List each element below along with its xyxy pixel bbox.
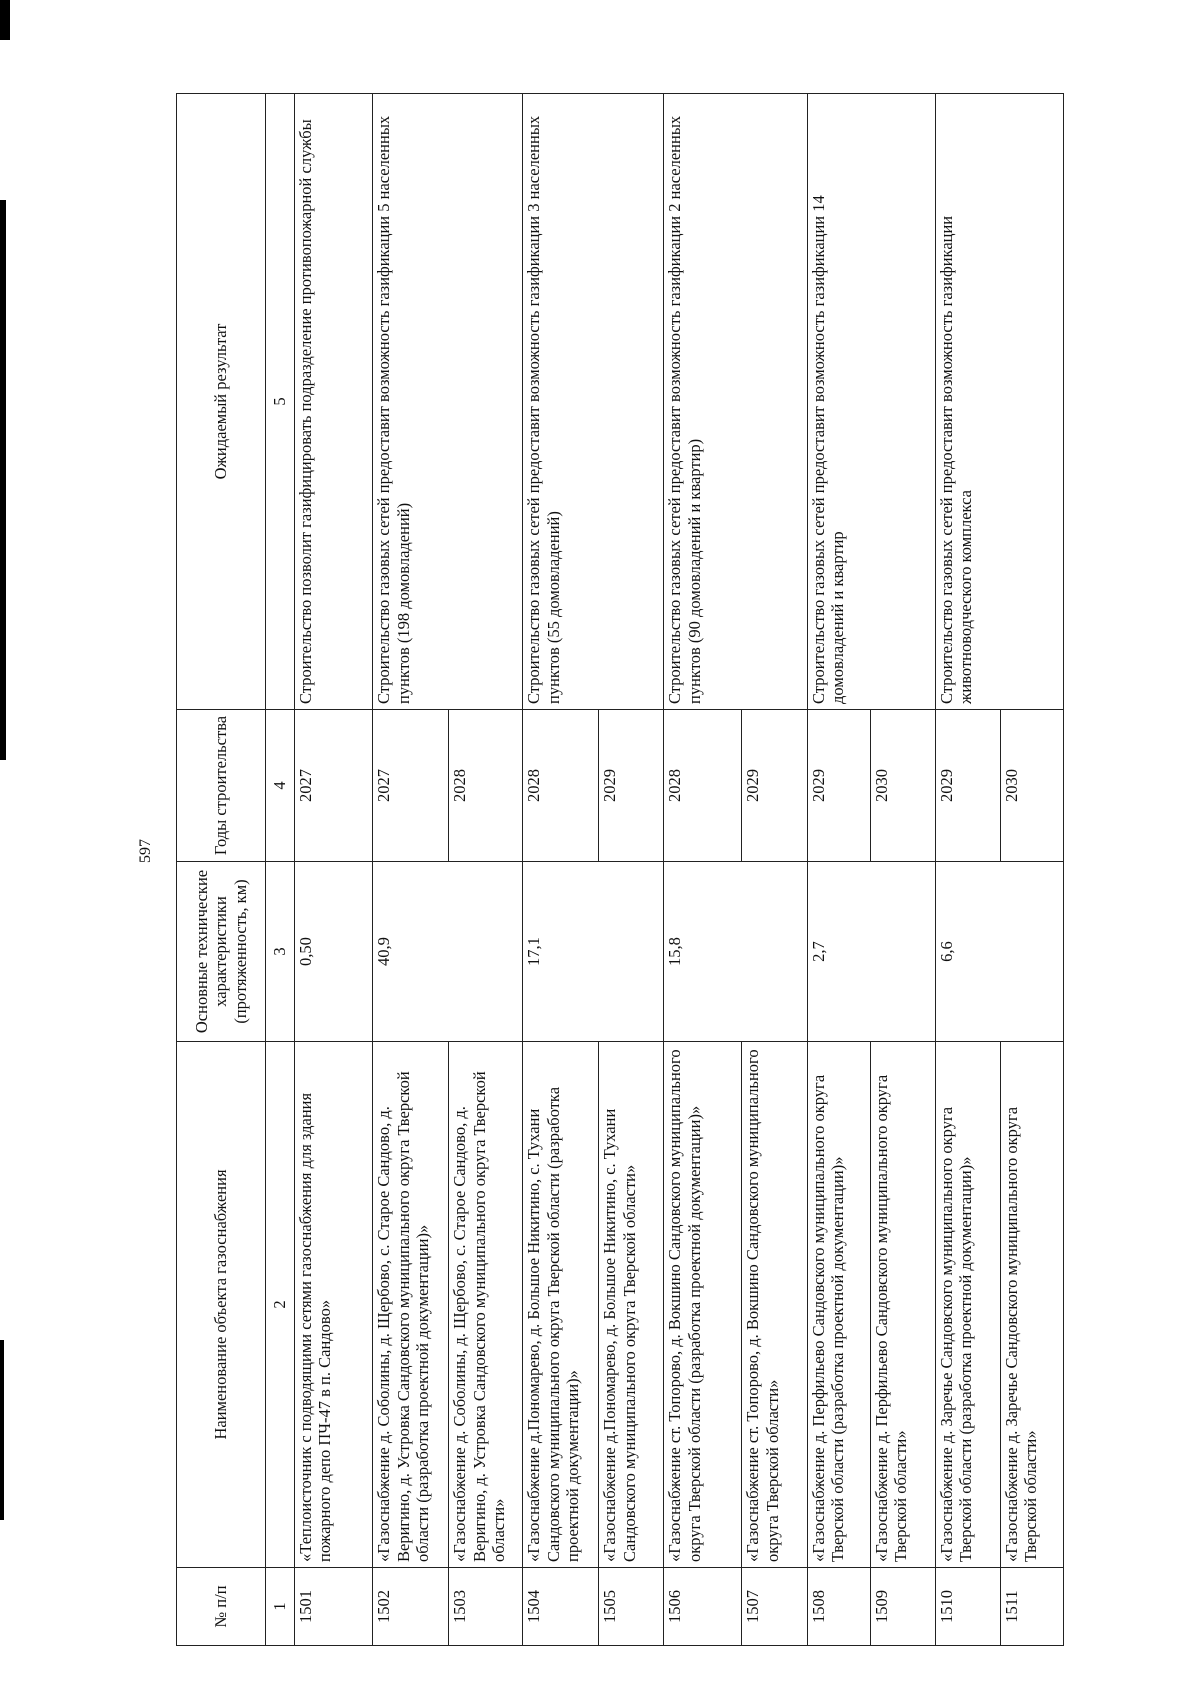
- table-row: [373, 94, 449, 1646]
- length-km: 2,7: [807, 862, 935, 1042]
- row-number: 1505: [599, 1568, 664, 1646]
- length-km: 40,9: [373, 862, 523, 1042]
- row-number: 1502: [373, 1568, 449, 1646]
- scan-edge-mark: [0, 1340, 4, 1520]
- construction-year: 2029: [742, 710, 807, 862]
- object-name: «Газоснабжение д. Соболины, д. Щербово, с. Старое Сандово, д. Веригино, д. Устровка Сандовского муниципального округа Тверской области (разработка проектной документации)»: [373, 1042, 449, 1568]
- rotated-table-wrapper: [176, 94, 1064, 1646]
- column-index: 2: [266, 1042, 295, 1568]
- row-number: 1503: [449, 1568, 523, 1646]
- construction-year: 2027: [373, 710, 449, 862]
- object-name: «Теплоисточник с подводящими сетями газоснабжения для здания пожарного депо ПЧ-47 в п. Сандово»: [295, 1042, 373, 1568]
- object-name: «Газоснабжение д.Пономарево, д. Большое Никитино, с. Тухани Сандовского муниципального округа Тверской области»: [599, 1042, 664, 1568]
- row-number: 1508: [807, 1568, 870, 1646]
- table-row: [664, 94, 742, 1646]
- length-km: 17,1: [523, 862, 664, 1042]
- expected-result: Строительство газовых сетей предоставит возможность газификации 3 населенных пунктов (55 домовладений): [523, 94, 664, 710]
- length-km: 6,6: [935, 862, 1063, 1042]
- header-result: Ожидаемый результат: [177, 94, 266, 710]
- object-name: «Газоснабжение д. Заречье Сандовского муниципального округа Тверской области»: [1000, 1042, 1063, 1568]
- header-num: № п/п: [177, 1568, 266, 1646]
- column-index: 1: [266, 1568, 295, 1646]
- construction-year: 2027: [295, 710, 373, 862]
- page-number: 597: [137, 839, 154, 863]
- object-name: «Газоснабжение д.Пономарево, д. Большое Никитино, с. Тухани Сандовского муниципального округа Тверской области (разработка проектной документации)»: [523, 1042, 599, 1568]
- object-name: «Газоснабжение ст. Топорово, д. Вокшино Сандовского муниципального округа Тверской области»: [742, 1042, 807, 1568]
- expected-result: Строительство газовых сетей предоставит возможность газификации 14 домовладений и квартир: [807, 94, 935, 710]
- column-index-row: [266, 94, 295, 1646]
- column-index: 4: [266, 710, 295, 862]
- column-index: 3: [266, 862, 295, 1042]
- expected-result: Строительство газовых сетей предоставит возможность газификации 5 населенных пунктов (198 домовладений): [373, 94, 523, 710]
- header-name: Наименование объекта газоснабжения: [177, 1042, 266, 1568]
- construction-year: 2028: [449, 710, 523, 862]
- construction-year: 2030: [1000, 710, 1063, 862]
- row-number: 1511: [1000, 1568, 1063, 1646]
- construction-year: 2029: [599, 710, 664, 862]
- table-row: [935, 94, 1000, 1646]
- object-name: «Газоснабжение д. Заречье Сандовского муниципального округа Тверской области (разработка проектной документации)»: [935, 1042, 1000, 1568]
- scan-edge-mark: [0, 0, 10, 40]
- object-name: «Газоснабжение д. Соболины, д. Щербово, с. Старое Сандово, д. Веригино, д. Устровка Сандовского муниципального округа Тверской области»: [449, 1042, 523, 1568]
- object-name: «Газоснабжение д. Перфильево Сандовского муниципального округа Тверской области (разработка проектной документации)»: [807, 1042, 870, 1568]
- row-number: 1510: [935, 1568, 1000, 1646]
- length-km: 15,8: [664, 862, 807, 1042]
- expected-result: Строительство газовых сетей предоставит возможность газификации 2 населенных пунктов (90 домовладений и квартир): [664, 94, 807, 710]
- table-row: [523, 94, 599, 1646]
- gas-supply-table: [176, 93, 1064, 1646]
- object-name: «Газоснабжение д. Перфильево Сандовского муниципального округа Тверской области»: [870, 1042, 935, 1568]
- expected-result: Строительство газовых сетей предоставит возможность газификации животноводческого комплекса: [935, 94, 1063, 710]
- row-number: 1504: [523, 1568, 599, 1646]
- column-index: 5: [266, 94, 295, 710]
- header-specs: Основные технические характеристики (протяженность, км): [177, 862, 266, 1042]
- expected-result: Строительство позволит газифицировать подразделение противопожарной службы: [295, 94, 373, 710]
- row-number: 1507: [742, 1568, 807, 1646]
- table-row: [295, 94, 373, 1646]
- row-number: 1506: [664, 1568, 742, 1646]
- construction-year: 2029: [807, 710, 870, 862]
- object-name: «Газоснабжение ст. Топорово, д. Вокшино Сандовского муниципального округа Тверской области (разработка проектной документации)»: [664, 1042, 742, 1568]
- construction-year: 2030: [870, 710, 935, 862]
- construction-year: 2029: [935, 710, 1000, 862]
- row-number: 1509: [870, 1568, 935, 1646]
- length-km: 0,50: [295, 862, 373, 1042]
- construction-year: 2028: [664, 710, 742, 862]
- row-number: 1501: [295, 1568, 373, 1646]
- header-years: Годы строительства: [177, 710, 266, 862]
- construction-year: 2028: [523, 710, 599, 862]
- header-row: [177, 94, 266, 1646]
- scan-edge-mark: [0, 200, 6, 760]
- table-row: [807, 94, 870, 1646]
